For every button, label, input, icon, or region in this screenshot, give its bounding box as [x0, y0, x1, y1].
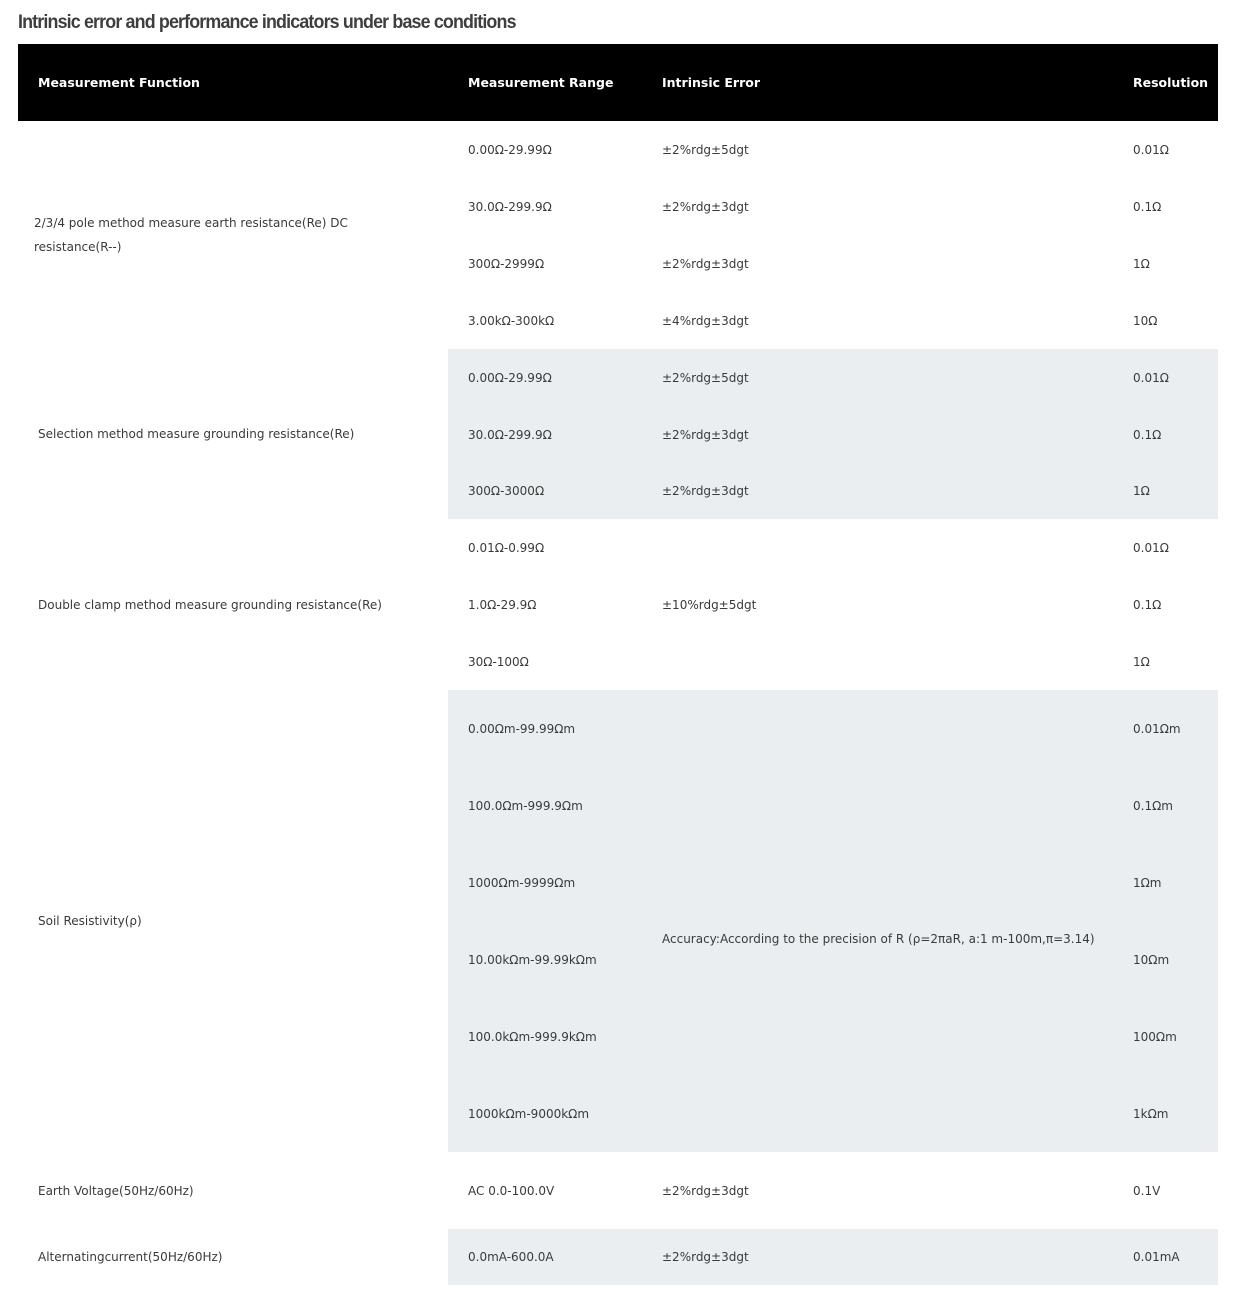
header-intrinsic-error: Intrinsic Error — [642, 44, 1113, 121]
table-header-row — [18, 44, 1218, 121]
range-cell: 0.0mA-600.0A — [448, 1229, 642, 1285]
error-cell: ±2%rdg±3dgt — [662, 199, 749, 214]
resolution-cell: 0.1Ω — [1113, 406, 1218, 463]
range-cell: 0.00Ω-29.99Ω — [448, 349, 642, 406]
error-cell: ±2%rdg±5dgt — [642, 349, 1113, 406]
range-cell: 1000Ωm-9999Ωm — [448, 844, 642, 921]
header-measurement-function: Measurement Function — [18, 44, 448, 121]
function-cell: Earth Voltage(50Hz/60Hz) — [38, 1183, 194, 1198]
resolution-cell: 0.01Ω — [1113, 349, 1218, 406]
spec-table — [18, 44, 1218, 1285]
range-cell: 3.00kΩ-300kΩ — [468, 313, 555, 328]
error-cell: ±2%rdg±3dgt — [642, 1229, 1113, 1285]
range-cell: 0.00Ωm-99.99Ωm — [448, 690, 642, 767]
range-cell: 100.0Ωm-999.9Ωm — [448, 767, 642, 844]
header-resolution: Resolution — [1113, 44, 1218, 121]
error-cell: Accuracy:According to the precision of R (ρ=2πaR, a:1 m-100m,π=3.14) — [642, 690, 1113, 1152]
resolution-cell: 10Ωm — [1113, 921, 1218, 998]
resolution-cell: 10Ω — [1133, 313, 1158, 328]
range-cell: 1000kΩm-9000kΩm — [448, 1075, 642, 1152]
range-cell: 0.01Ω-0.99Ω — [468, 540, 545, 555]
resolution-cell: 1Ω — [1133, 256, 1150, 271]
resolution-cell: 0.1Ω — [1133, 199, 1162, 214]
resolution-cell: 0.01mA — [1113, 1229, 1218, 1285]
header-measurement-range: Measurement Range — [448, 44, 642, 121]
resolution-cell: 0.01Ωm — [1113, 690, 1218, 767]
range-cell: 30.0Ω-299.9Ω — [468, 199, 552, 214]
resolution-cell: 0.01Ω — [1133, 142, 1169, 157]
error-cell: ±2%rdg±5dgt — [662, 142, 749, 157]
range-cell: 300Ω-2999Ω — [468, 256, 545, 271]
range-cell: 100.0kΩm-999.9kΩm — [448, 998, 642, 1075]
range-cell: 300Ω-3000Ω — [448, 463, 642, 519]
resolution-cell: 0.1Ω — [1133, 597, 1162, 612]
function-cell: 2/3/4 pole method measure earth resistance(Re) DC resistance(R--) — [34, 216, 348, 254]
table-row — [18, 1229, 1218, 1285]
resolution-cell: 0.1V — [1133, 1183, 1161, 1198]
function-cell: Alternatingcurrent(50Hz/60Hz) — [38, 1250, 223, 1264]
resolution-cell: 100Ωm — [1113, 998, 1218, 1075]
range-cell: 30.0Ω-299.9Ω — [448, 406, 642, 463]
error-cell: ±2%rdg±3dgt — [642, 406, 1113, 463]
resolution-cell: 1kΩm — [1113, 1075, 1218, 1152]
range-cell: AC 0.0-100.0V — [468, 1183, 555, 1198]
resolution-cell: 0.01Ω — [1133, 540, 1169, 555]
range-cell: 0.00Ω-29.99Ω — [468, 142, 552, 157]
function-cell: Selection method measure grounding resistance(Re) — [38, 427, 355, 441]
error-cell: ±10%rdg±5dgt — [662, 597, 757, 612]
range-cell: 30Ω-100Ω — [468, 654, 529, 669]
table-row — [18, 519, 1218, 576]
page-title: Intrinsic error and performance indicators under base conditions — [18, 12, 516, 33]
error-cell: ±2%rdg±3dgt — [662, 1183, 749, 1198]
table-row — [18, 121, 1218, 178]
error-cell: ±2%rdg±3dgt — [662, 256, 749, 271]
function-cell: Soil Resistivity(ρ) — [38, 914, 142, 928]
table-row — [18, 1152, 1218, 1229]
range-cell: 1.0Ω-29.9Ω — [468, 597, 537, 612]
function-cell: Double clamp method measure grounding resistance(Re) — [38, 597, 382, 612]
resolution-cell: 1Ω — [1133, 654, 1150, 669]
resolution-cell: 1Ωm — [1113, 844, 1218, 921]
resolution-cell: 1Ω — [1113, 463, 1218, 519]
table-row — [18, 349, 1218, 406]
resolution-cell: 0.1Ωm — [1113, 767, 1218, 844]
table-row — [18, 690, 1218, 767]
error-cell: ±2%rdg±3dgt — [642, 463, 1113, 519]
range-cell: 10.00kΩm-99.99kΩm — [448, 921, 642, 998]
error-cell: ±4%rdg±3dgt — [662, 313, 749, 328]
